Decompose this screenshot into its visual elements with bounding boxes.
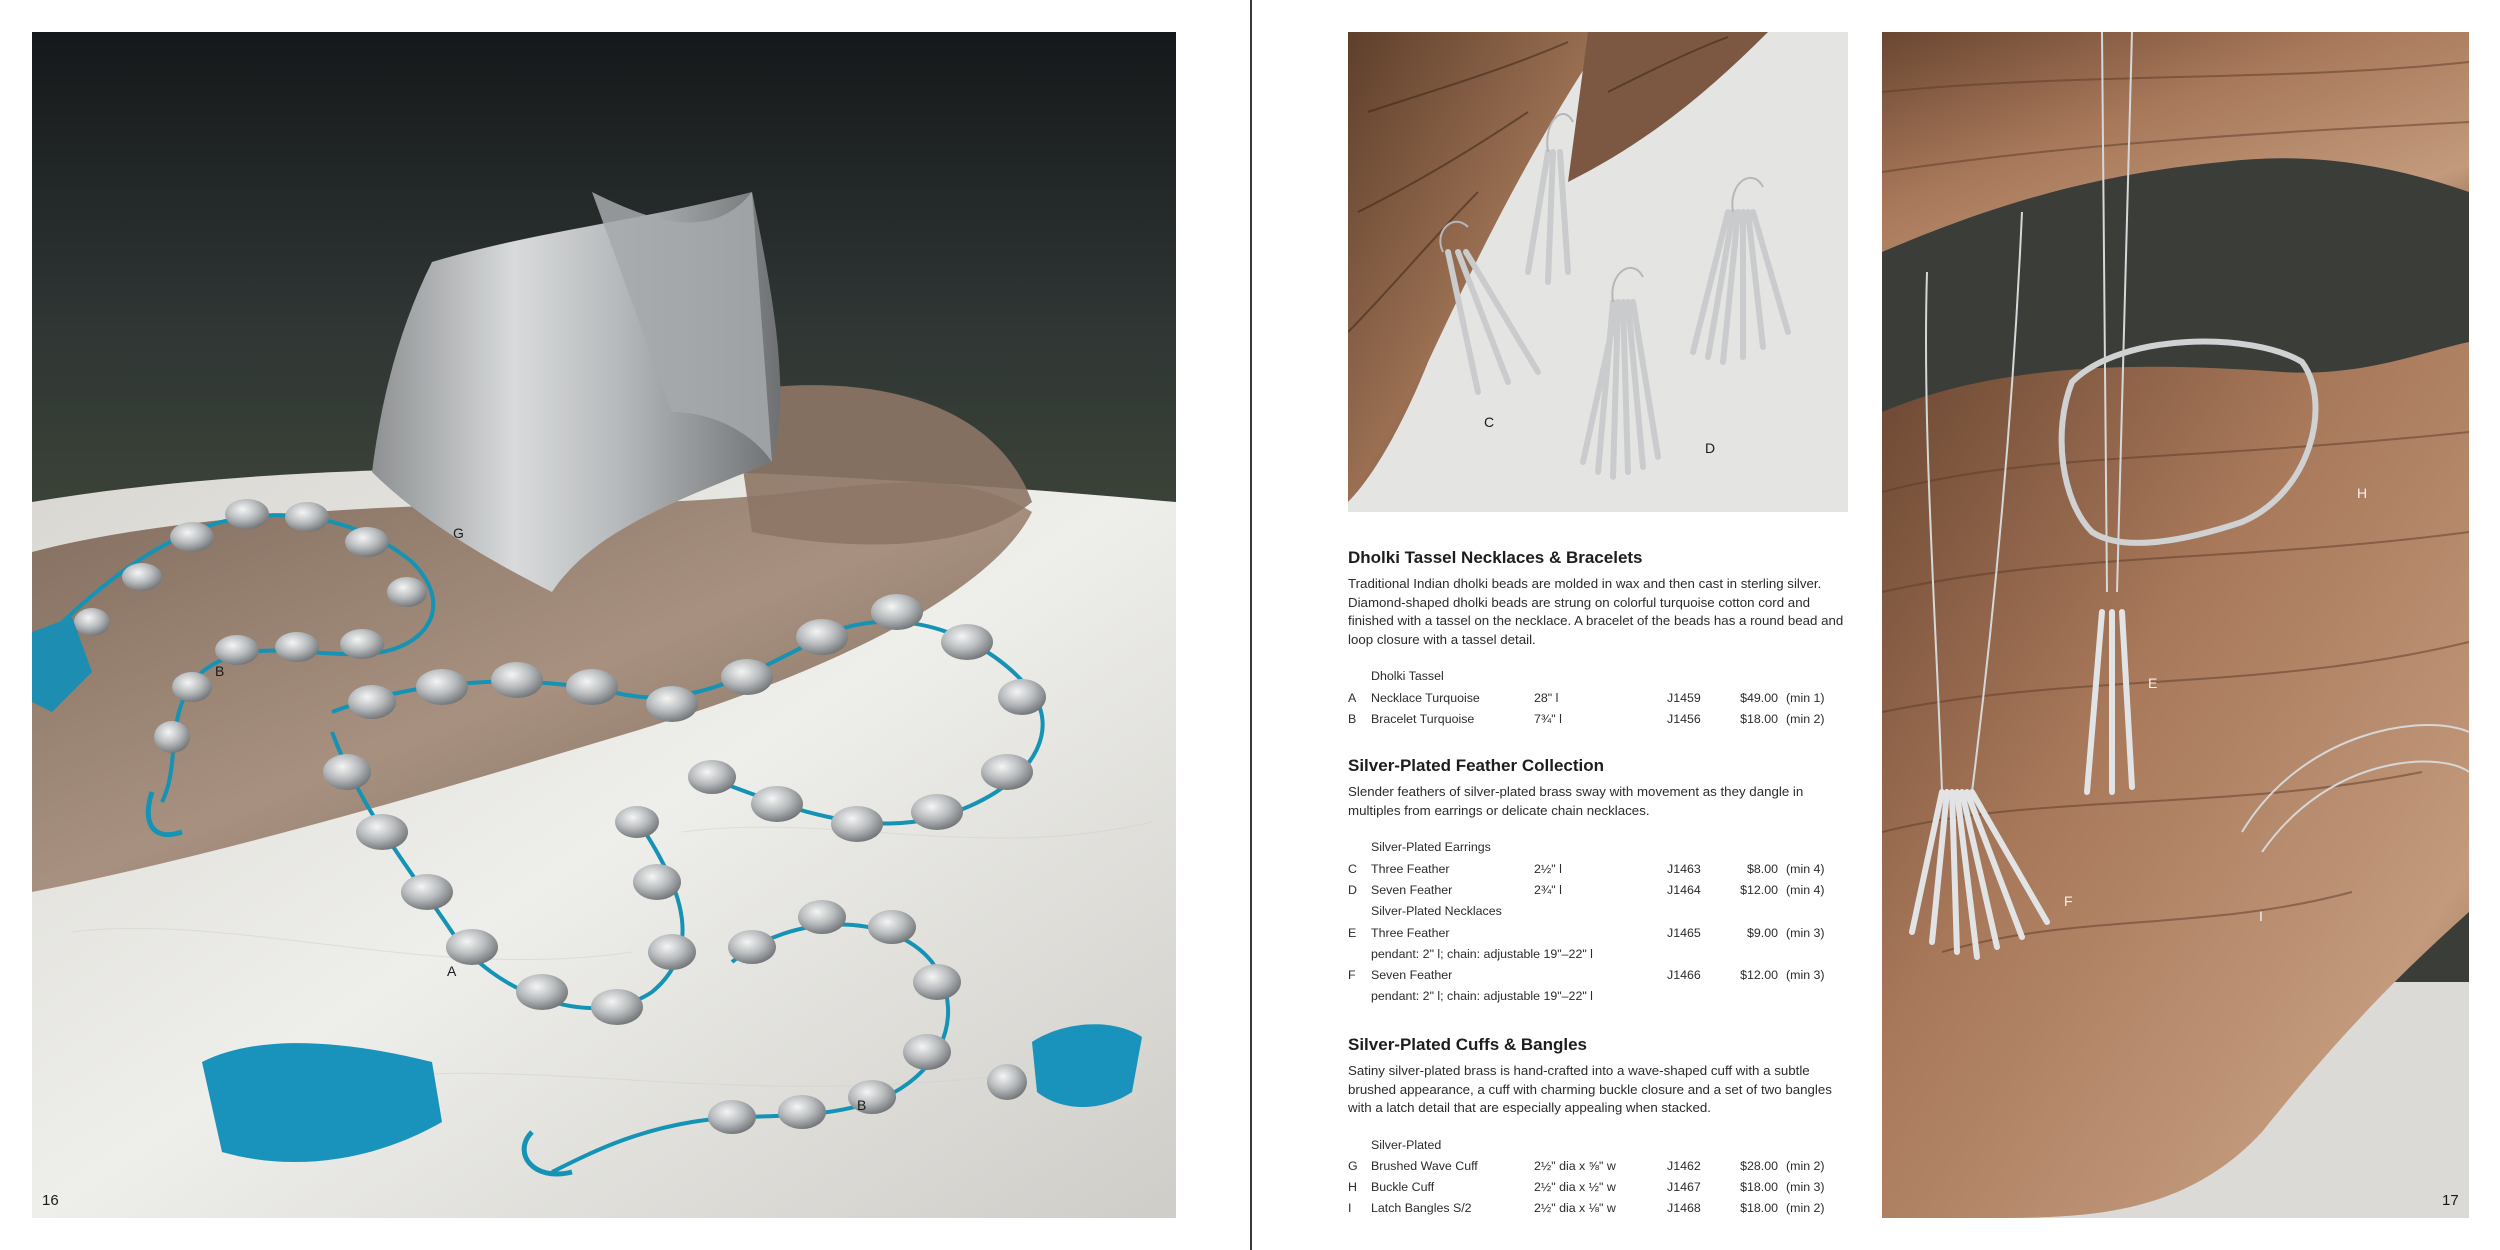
item-size: 2½" dia x ½" w [1534, 1180, 1616, 1194]
item-price: $9.00 [1746, 925, 1778, 940]
item-letter: A [1348, 690, 1357, 705]
item-name: Seven Feather [1371, 967, 1453, 982]
label-a: A [447, 963, 457, 979]
spec-group-heading-row [1348, 1134, 1848, 1156]
item-price: $12.00 [1740, 882, 1778, 897]
item-letter: B [1348, 711, 1357, 726]
spec-row [1348, 1198, 1848, 1219]
item-detail: pendant: 2" l; chain: adjustable 19"–22" l [1371, 946, 1593, 961]
label-e: E [2148, 675, 2158, 691]
section-title: Silver-Plated Cuffs & Bangles [1348, 1035, 1588, 1054]
spec-table [1348, 1134, 1848, 1219]
item-name: Seven Feather [1371, 882, 1453, 897]
item-size: 2½" dia x ⅛" w [1534, 1201, 1616, 1215]
item-sku: J1463 [1667, 861, 1701, 876]
item-letter: D [1348, 882, 1357, 897]
item-minimum: (min 4) [1786, 861, 1825, 876]
item-minimum: (min 3) [1786, 967, 1825, 982]
item-minimum: (min 1) [1786, 690, 1825, 705]
item-letter: F [1348, 967, 1356, 982]
spec-row [1348, 1177, 1848, 1198]
section-description: Slender feathers of silver-plated brass sway with movement as they dangle in multiples from earrings or delicate chain necklaces. [1348, 784, 1804, 818]
spec-group-heading: Silver-Plated Earrings [1371, 840, 1491, 854]
item-name: Buckle Cuff [1371, 1180, 1435, 1194]
label-g: G [453, 525, 464, 541]
earrings-photo-art [1348, 32, 1848, 512]
section-feather [1348, 756, 1848, 1006]
item-minimum: (min 3) [1786, 925, 1825, 940]
item-size: 2½" l [1534, 861, 1562, 876]
item-sku: J1468 [1667, 1201, 1701, 1215]
item-letter: C [1348, 861, 1357, 876]
item-price: $18.00 [1740, 1180, 1778, 1194]
spec-group-heading-row [1348, 836, 1848, 858]
product-photo-dholki-and-cuff [32, 32, 1176, 1218]
item-minimum: (min 3) [1786, 1180, 1825, 1194]
page-number-right: 17 [2442, 1192, 2459, 1209]
item-size: 2½" dia x ⅝" w [1534, 1159, 1616, 1173]
section-description: Traditional Indian dholki beads are molded in wax and then cast in sterling silver. Diamond-shaped dholki beads are strung on colorful turquoise cotton cord and finished with a tassel on the necklace. A bracelet of the beads has a round bead and loop closure with a tassel detail. [1348, 576, 1844, 647]
item-minimum: (min 4) [1786, 882, 1825, 897]
item-name: Latch Bangles S/2 [1371, 1201, 1472, 1215]
spec-row [1348, 708, 1848, 729]
spec-group-heading: Silver-Plated Necklaces [1371, 904, 1502, 918]
spec-row [1348, 687, 1848, 708]
item-name: Brushed Wave Cuff [1371, 1159, 1478, 1173]
spec-group-heading: Dholki Tassel [1371, 669, 1444, 683]
label-i: I [2259, 908, 2263, 924]
label-b-bottom: B [857, 1097, 867, 1113]
item-size [1534, 964, 1667, 985]
section-dholki [1348, 548, 1848, 729]
item-price: $28.00 [1740, 1159, 1778, 1173]
item-letter: H [1348, 1180, 1357, 1194]
item-minimum: (min 2) [1786, 1159, 1825, 1173]
item-sku: J1467 [1667, 1180, 1701, 1194]
spec-detail-row [1348, 943, 1848, 964]
item-name: Three Feather [1371, 861, 1450, 876]
product-photo-art [32, 32, 1176, 1218]
item-name: Necklace Turquoise [1371, 690, 1480, 705]
item-price: $18.00 [1740, 711, 1778, 726]
product-photo-necklaces-and-cuffs [1882, 32, 2469, 1218]
item-price: $8.00 [1746, 861, 1778, 876]
section-title: Silver-Plated Feather Collection [1348, 756, 1605, 775]
spec-group-heading: Silver-Plated [1371, 1137, 1442, 1152]
spec-row [1348, 879, 1848, 900]
item-minimum: (min 2) [1786, 1201, 1825, 1215]
item-letter: E [1348, 925, 1357, 940]
item-minimum: (min 2) [1786, 711, 1825, 726]
item-size: 2¾" l [1534, 882, 1562, 897]
label-b-top: B [215, 663, 225, 679]
label-f: F [2064, 893, 2073, 909]
section-cuffs [1348, 1035, 1848, 1219]
spec-row [1348, 922, 1848, 943]
item-size: 7¾" l [1534, 711, 1562, 726]
item-sku: J1456 [1667, 711, 1701, 726]
item-name: Three Feather [1371, 925, 1450, 940]
label-c: C [1484, 414, 1495, 430]
item-size: 28" l [1534, 690, 1559, 705]
item-sku: J1466 [1667, 967, 1701, 982]
item-sku: J1465 [1667, 925, 1701, 940]
item-price: $12.00 [1740, 967, 1778, 982]
item-price: $49.00 [1740, 690, 1778, 705]
spec-group-heading-row [1348, 900, 1848, 922]
item-sku: J1464 [1667, 882, 1701, 897]
spec-detail-row [1348, 985, 1848, 1006]
item-price: $18.00 [1740, 1201, 1778, 1215]
spec-row [1348, 964, 1848, 985]
spec-group-heading-row [1348, 665, 1848, 687]
item-size [1534, 922, 1667, 943]
label-h: H [2357, 485, 2368, 501]
spec-table [1348, 665, 1848, 729]
item-sku: J1459 [1667, 690, 1701, 705]
product-photo-feather-earrings [1348, 32, 1848, 512]
section-title: Dholki Tassel Necklaces & Bracelets [1348, 548, 1643, 567]
page-number-left: 16 [42, 1192, 59, 1209]
spec-row [1348, 1156, 1848, 1177]
hanging-photo-art [1882, 32, 2469, 1218]
label-d: D [1705, 440, 1716, 456]
section-description: Satiny silver-plated brass is hand-crafted into a wave-shaped cuff with a subtle brushed appearance, a cuff with charming buckle closure and a set of two bangles with a latch detail that are especially appealing when stacked. [1348, 1063, 1832, 1115]
item-letter: I [1348, 1201, 1352, 1215]
item-sku: J1462 [1667, 1159, 1701, 1173]
spec-row [1348, 858, 1848, 879]
spec-table [1348, 836, 1848, 1006]
item-name: Bracelet Turquoise [1371, 711, 1475, 726]
item-letter: G [1348, 1159, 1358, 1173]
item-detail: pendant: 2" l; chain: adjustable 19"–22" l [1371, 988, 1593, 1003]
